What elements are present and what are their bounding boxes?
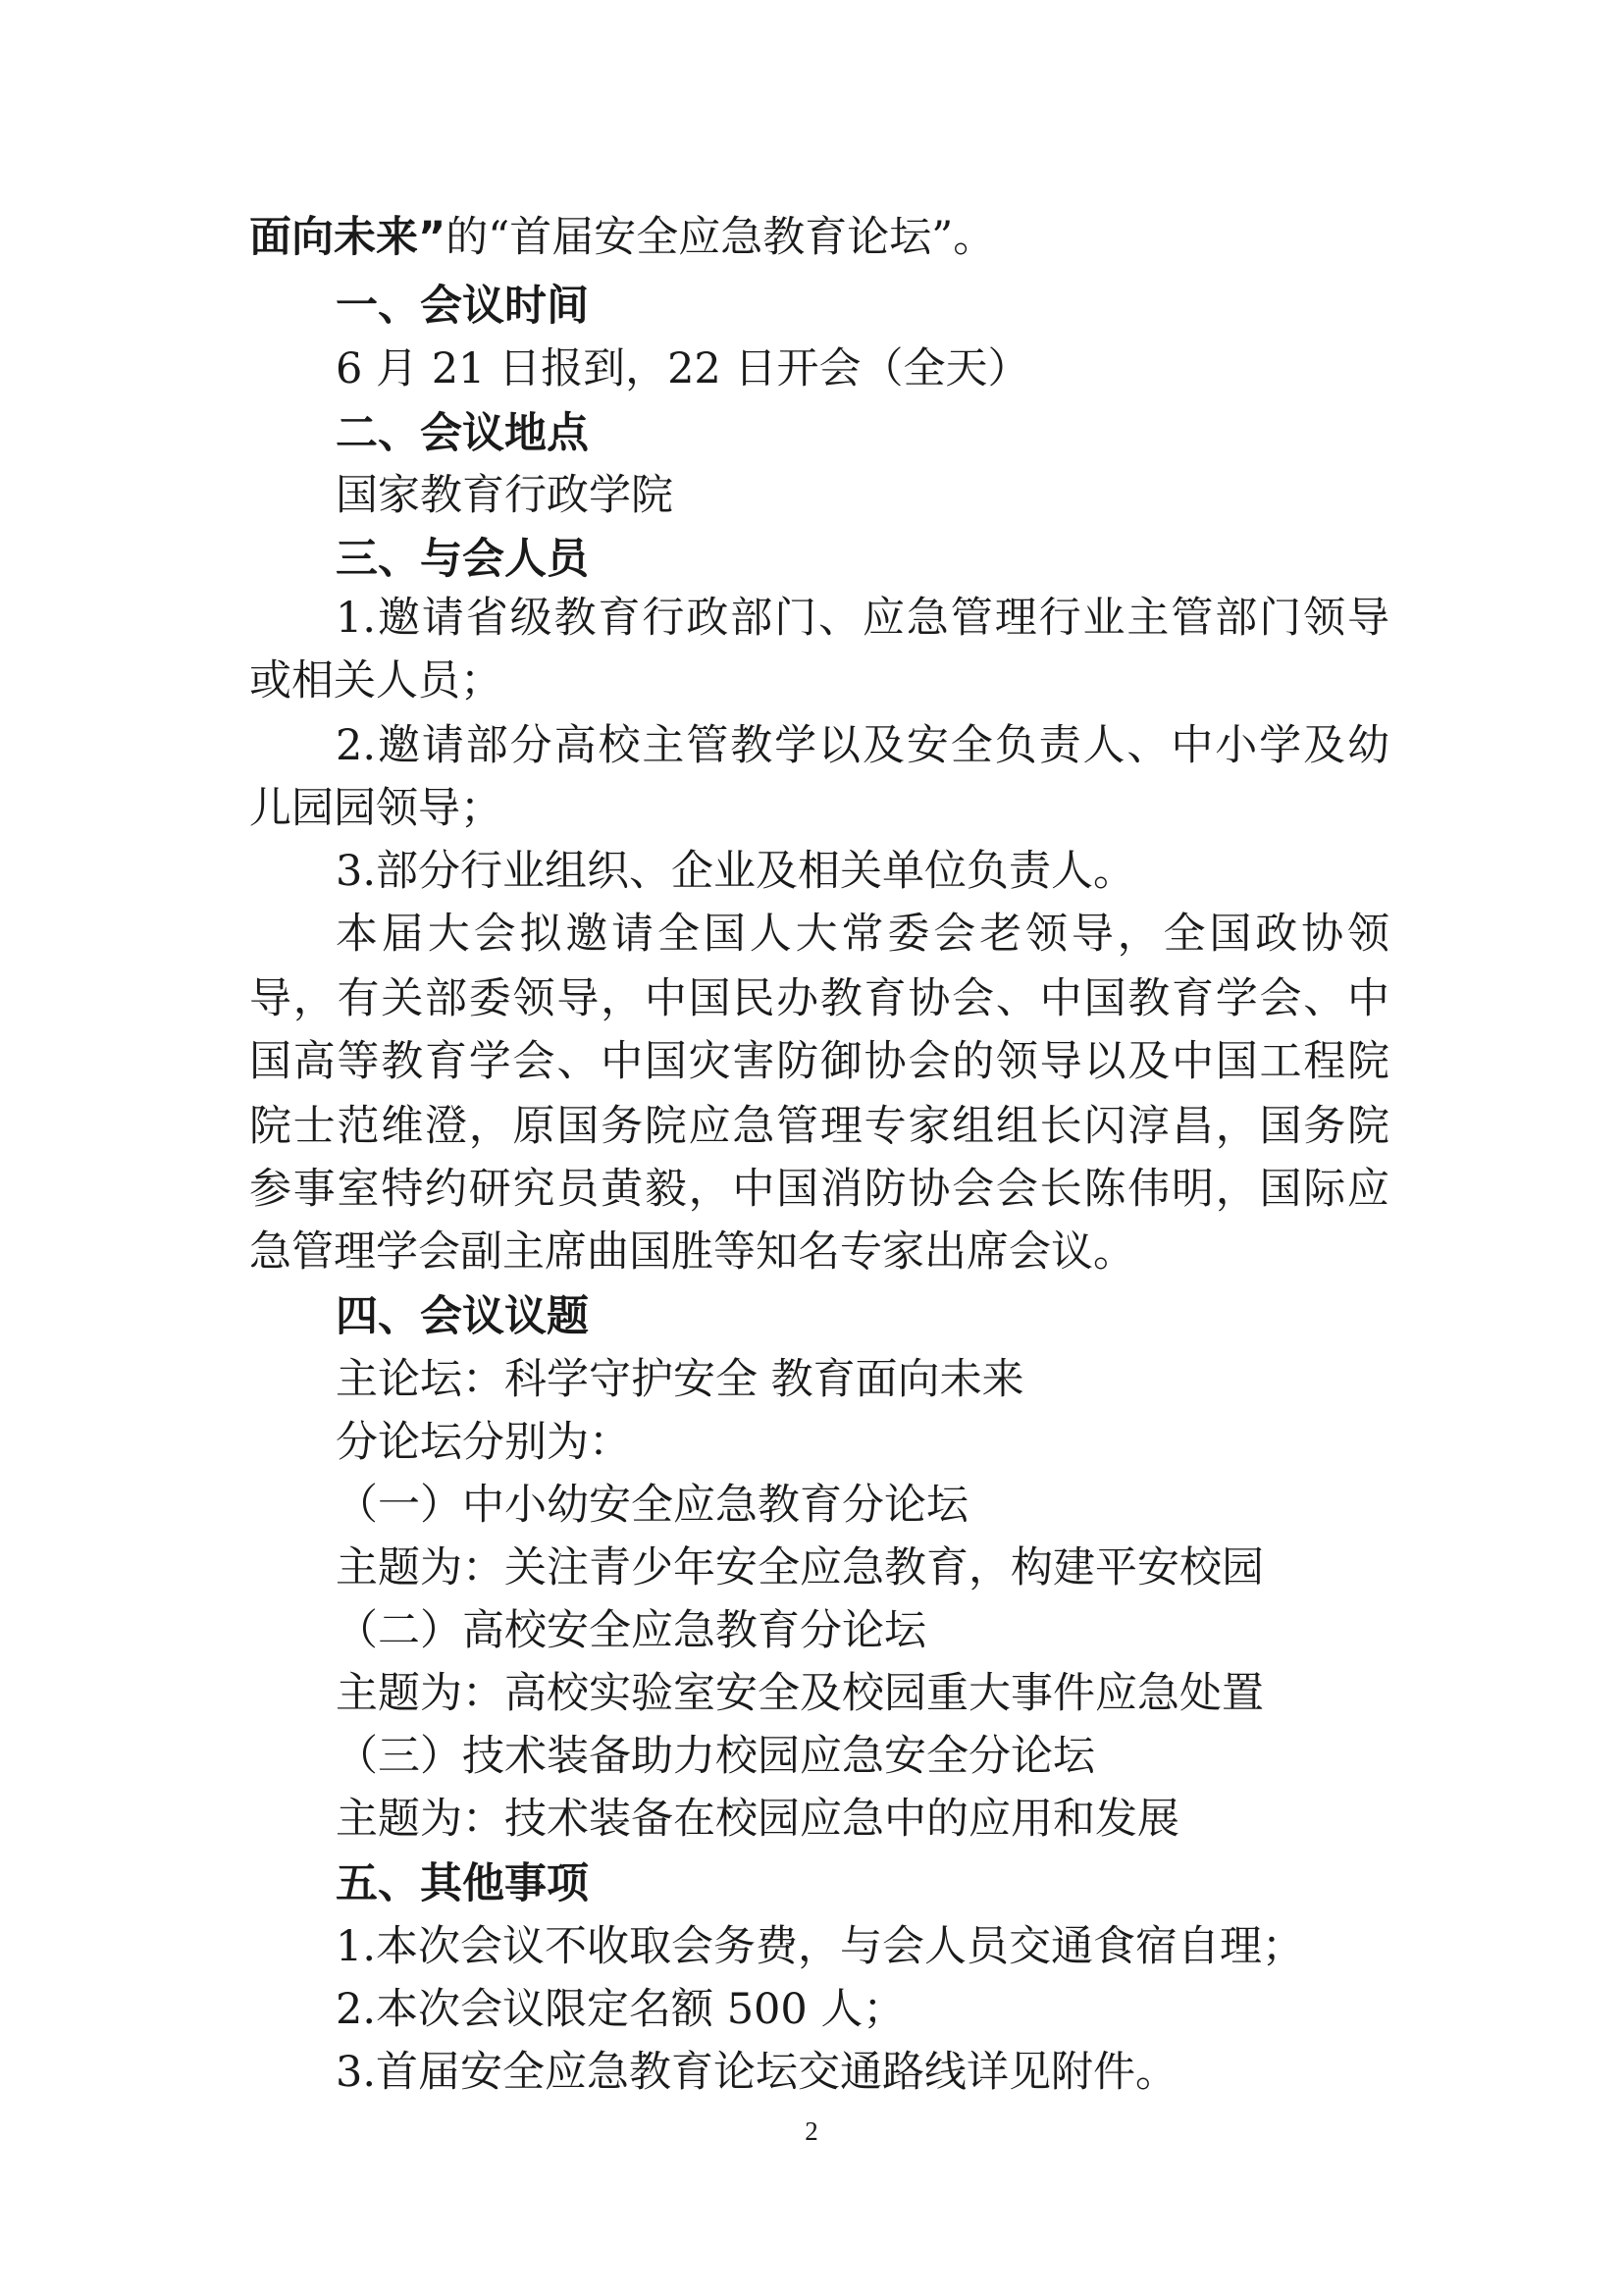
section-heading-attendees: 三、与会人员 bbox=[336, 535, 589, 584]
section-heading-time: 一、会议时间 bbox=[336, 282, 589, 331]
sub-forum-2-theme: 主题为：高校实验室安全及校园重大事件应急处置 bbox=[336, 1669, 1264, 1718]
invitation-paragraph-line: 国高等教育学会、中国灾害防御协会的领导以及中国工程院 bbox=[249, 1037, 1389, 1086]
sub-forum-intro: 分论坛分别为： bbox=[336, 1418, 631, 1467]
section-heading-location: 二、会议地点 bbox=[336, 409, 589, 458]
meeting-location-text: 国家教育行政学院 bbox=[336, 471, 673, 520]
attendee-item-1: 1.邀请省级教育行政部门、应急管理行业主管部门领导 bbox=[336, 594, 1389, 643]
meeting-time-text: 6 月 21 日报到，22 日开会（全天） bbox=[336, 344, 1030, 393]
attendee-item-2-cont: 儿园园领导； bbox=[249, 784, 502, 833]
sub-forum-3-theme: 主题为：技术装备在校园应急中的应用和发展 bbox=[336, 1795, 1179, 1844]
page-number: 2 bbox=[805, 2116, 818, 2146]
sub-forum-1-theme: 主题为：关注青少年安全应急教育，构建平安校园 bbox=[336, 1543, 1264, 1592]
other-item-2: 2.本次会议限定名额 500 人； bbox=[336, 1985, 906, 2034]
sub-forum-2: （二）高校安全应急教育分论坛 bbox=[336, 1606, 926, 1655]
sub-forum-3: （三）技术装备助力校园应急安全分论坛 bbox=[336, 1732, 1095, 1781]
sub-forum-1: （一）中小幼安全应急教育分论坛 bbox=[336, 1481, 969, 1530]
invitation-paragraph-line: 本届大会拟邀请全国人大常委会老领导，全国政协领 bbox=[336, 910, 1389, 959]
section-heading-other: 五、其他事项 bbox=[336, 1859, 589, 1908]
other-item-3: 3.首届安全应急教育论坛交通路线详见附件。 bbox=[336, 2048, 1178, 2097]
section-heading-topics: 四、会议议题 bbox=[336, 1292, 589, 1341]
invitation-paragraph-line: 导，有关部委领导，中国民办教育协会、中国教育学会、中 bbox=[249, 974, 1389, 1023]
invitation-paragraph-line: 急管理学会副主席曲国胜等知名专家出席会议。 bbox=[249, 1227, 1135, 1277]
invitation-paragraph-line: 院士范维澄，原国务院应急管理专家组组长闪淳昌，国务院 bbox=[249, 1102, 1389, 1151]
invitation-paragraph-line: 参事室特约研究员黄毅，中国消防协会会长陈伟明，国际应 bbox=[249, 1165, 1389, 1214]
attendee-item-3: 3.部分行业组织、企业及相关单位负责人。 bbox=[336, 847, 1136, 896]
text-line-continuation bbox=[249, 208, 995, 267]
attendee-item-2: 2.邀请部分高校主管教学以及安全负责人、中小学及幼 bbox=[336, 721, 1389, 770]
bold-fragment: 面向未来” bbox=[249, 213, 446, 262]
text-fragment: 的“首届安全应急教育论坛”。 bbox=[445, 213, 996, 262]
main-forum-text: 主论坛：科学守护安全 教育面向未来 bbox=[336, 1355, 1024, 1404]
other-item-1: 1.本次会议不收取会务费，与会人员交通食宿自理； bbox=[336, 1922, 1305, 1971]
attendee-item-1-cont: 或相关人员； bbox=[249, 656, 502, 705]
